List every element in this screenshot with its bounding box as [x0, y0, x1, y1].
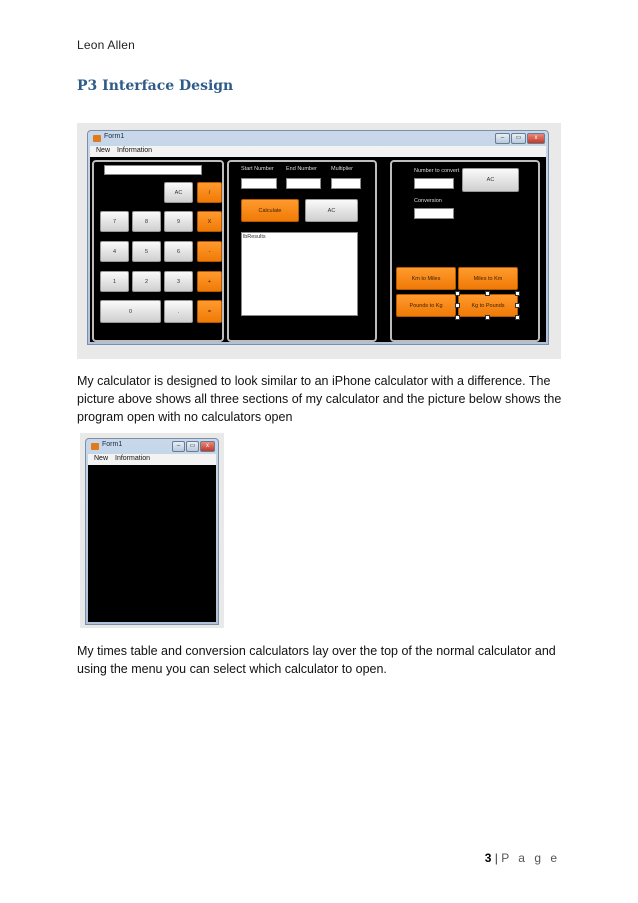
selection-handle [455, 303, 460, 308]
page-footer [485, 851, 560, 865]
digit-0-button[interactable]: 0 [100, 300, 161, 323]
selection-handle [485, 291, 490, 296]
digit-6-button[interactable]: 6 [164, 241, 193, 262]
title-bar [86, 439, 218, 454]
km-to-miles-button[interactable]: Km to Miles [396, 267, 456, 290]
form-client-area [88, 465, 216, 622]
footer-separator: | [494, 851, 498, 865]
menu-bar [90, 146, 546, 157]
digit-2-button[interactable]: 2 [132, 271, 161, 292]
times-table-panel [227, 160, 377, 342]
conversion-output[interactable] [414, 208, 454, 219]
equals-button[interactable]: = [197, 300, 222, 323]
close-icon[interactable]: x [527, 133, 545, 144]
calculator-screenshot-empty [80, 433, 224, 628]
standard-calculator-panel [92, 160, 224, 342]
menu-bar [88, 454, 216, 465]
digit-1-button[interactable]: 1 [100, 271, 129, 292]
minimize-icon[interactable]: – [172, 441, 185, 452]
selection-handle [455, 291, 460, 296]
maximize-icon[interactable]: ▭ [186, 441, 199, 452]
author-name: Leon Allen [77, 38, 136, 52]
add-button[interactable]: + [197, 271, 222, 292]
form-window-empty [85, 438, 219, 625]
app-icon [91, 443, 99, 450]
multiply-button[interactable]: X [197, 211, 222, 232]
selection-handle [515, 303, 520, 308]
menu-information[interactable]: Information [115, 455, 151, 462]
subtract-button[interactable]: - [197, 241, 222, 262]
calculate-button[interactable]: Calculate [241, 199, 299, 222]
close-icon[interactable]: x [200, 441, 215, 452]
kg-to-pounds-button[interactable]: Kg to Pounds [458, 294, 518, 317]
miles-to-km-button[interactable]: Miles to Km [458, 267, 518, 290]
divide-button[interactable]: / [197, 182, 222, 203]
digit-9-button[interactable]: 9 [164, 211, 193, 232]
section-heading: P3 Interface Design [77, 78, 234, 94]
ac-button[interactable]: AC [164, 182, 193, 203]
digit-3-button[interactable]: 3 [164, 271, 193, 292]
digit-7-button[interactable]: 7 [100, 211, 129, 232]
start-number-label: Start Number [241, 166, 274, 172]
selection-handle [515, 315, 520, 320]
form-client-area [90, 157, 546, 342]
conversion-ac-button[interactable]: AC [462, 168, 519, 192]
selection-handle [485, 315, 490, 320]
menu-information[interactable]: Information [117, 147, 153, 154]
selection-handle [515, 291, 520, 296]
multiplier-input[interactable] [331, 178, 361, 189]
overlay-paragraph: My times table and conversion calculators lay over the top of the normal calculator and using the menu you can select which calculator to open. [77, 644, 556, 676]
page-label: P a g e [501, 851, 560, 865]
pounds-to-kg-button[interactable]: Pounds to Kg [396, 294, 456, 317]
minimize-icon[interactable]: – [495, 133, 510, 144]
number-to-convert-input[interactable] [414, 178, 454, 189]
conversion-panel [390, 160, 540, 342]
digit-8-button[interactable]: 8 [132, 211, 161, 232]
times-table-ac-button[interactable]: AC [305, 199, 358, 222]
menu-new[interactable]: New [94, 455, 109, 462]
decimal-button[interactable]: . [164, 300, 193, 323]
start-number-input[interactable] [241, 178, 277, 189]
maximize-icon[interactable]: ▭ [511, 133, 526, 144]
calculator-screenshot-full [77, 123, 561, 359]
form-window [87, 130, 549, 345]
conversion-label: Conversion [414, 198, 442, 204]
digit-4-button[interactable]: 4 [100, 241, 129, 262]
multiplier-label: Multiplier [331, 166, 354, 172]
menu-new[interactable]: New [96, 147, 111, 154]
window-title: Form1 [104, 133, 125, 140]
digit-5-button[interactable]: 5 [132, 241, 161, 262]
title-bar [88, 131, 548, 146]
description-paragraph: My calculator is designed to look similar to an iPhone calculator with a difference. The picture above shows all three sections of my calculator and the picture below shows the program open with no calculators open [77, 374, 562, 424]
window-title: Form1 [102, 441, 123, 448]
end-number-label: End Number [286, 166, 317, 172]
number-to-convert-label: Number to convert [414, 168, 460, 174]
calculator-display[interactable] [104, 165, 202, 175]
results-listbox[interactable]: lbResults [241, 232, 358, 316]
page-number: 3 [484, 851, 492, 865]
app-icon [93, 135, 101, 142]
end-number-input[interactable] [286, 178, 321, 189]
selection-handle [455, 315, 460, 320]
